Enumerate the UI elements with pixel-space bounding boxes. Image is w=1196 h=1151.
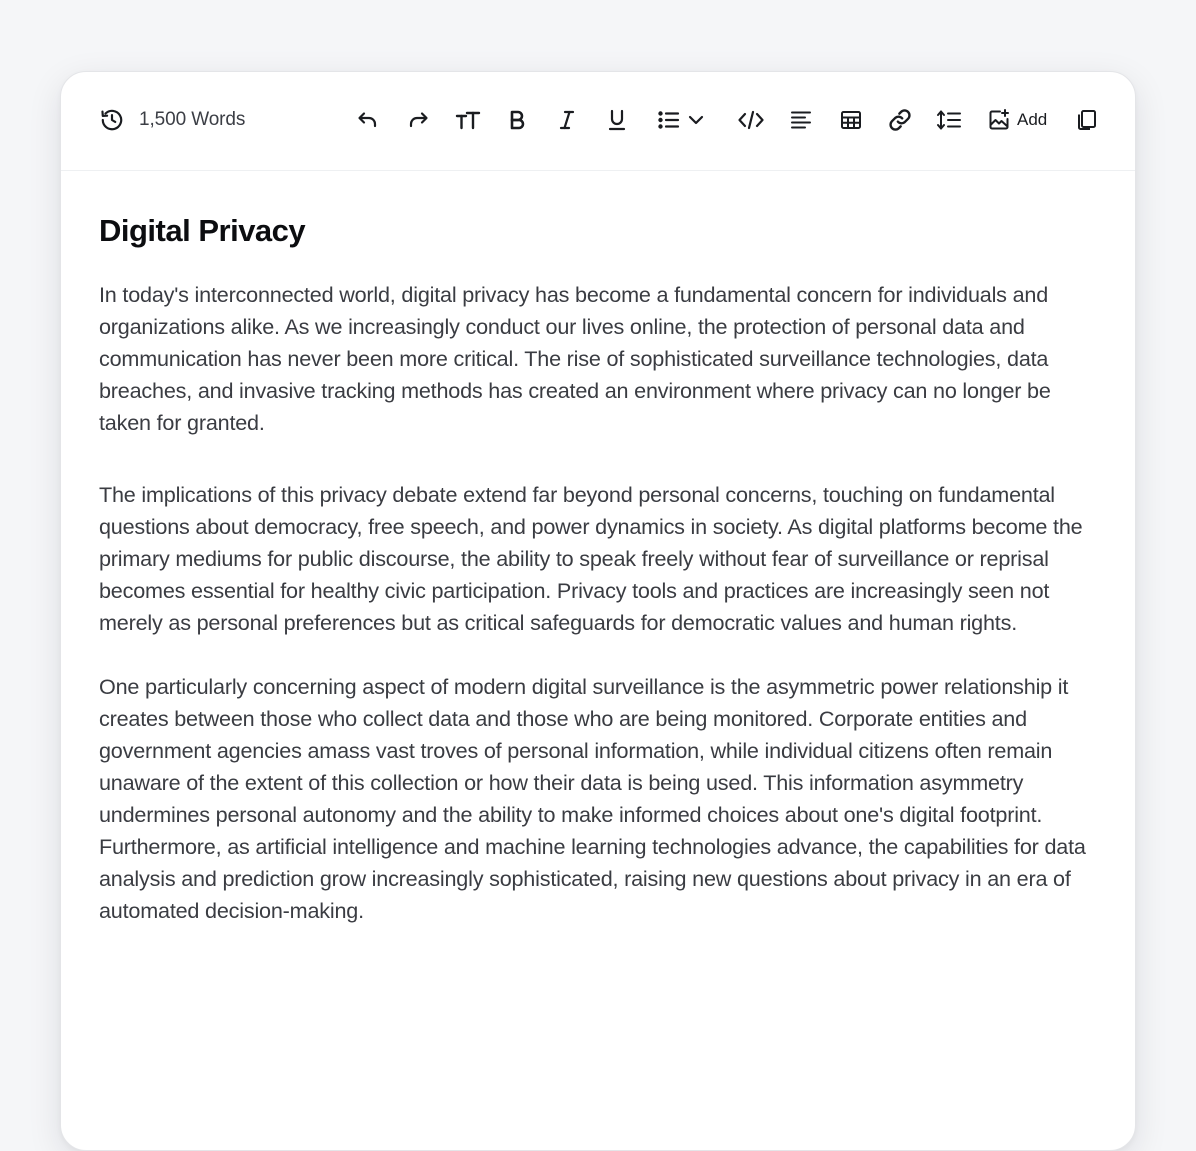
align-left-button[interactable]	[787, 106, 815, 134]
bullet-list-dropdown[interactable]	[655, 106, 707, 134]
word-count[interactable]	[99, 107, 245, 133]
bold-icon	[507, 108, 527, 132]
chevron-down-icon	[687, 111, 705, 129]
undo-icon	[356, 108, 380, 132]
italic-button[interactable]	[553, 106, 581, 134]
add-image-label: Add	[1017, 110, 1048, 129]
code-button[interactable]	[736, 106, 766, 134]
document-content[interactable]	[99, 212, 1099, 927]
text-size-button[interactable]	[453, 106, 483, 134]
word-count-label: 1,500 Words	[139, 109, 246, 130]
redo-button[interactable]	[404, 106, 432, 134]
code-icon	[737, 108, 765, 132]
align-left-icon	[789, 108, 813, 132]
paragraph-2: The implications of this privacy debate extend far beyond personal concerns, touching on fundamental questions about democracy, free speech, and power dynamics in society. As digital platforms become the primary mediums for public discourse, the ability to speak freely without fear of surveillance or reprisal becomes essential for healthy civic participation. Privacy tools and practices are increasingly seen not merely as personal preferences but as critical safeguards for democratic values and human rights.	[99, 482, 1083, 636]
document-title: Digital Privacy	[99, 213, 306, 248]
bullet-list-icon	[657, 108, 681, 132]
editor-card	[60, 71, 1136, 1151]
copy-button[interactable]	[1072, 106, 1100, 134]
paragraph-3: One particularly concerning aspect of modern digital surveillance is the asymmetric power relationship it creates between those who collect data and those who are being monitored. Corporate entities and government agencies amass vast troves of personal information, while individual citizens often remain unaware of the extent of this collection or how their data is being used. This information asymmetry undermines personal autonomy and the ability to make informed choices about one's digital footprint. Furthermore, as artificial intelligence and machine learning technologies advance, the capabilities for data analysis and prediction grow increasingly sophisticated, raising new questions about privacy in an era of automated decision-making.	[99, 674, 1086, 924]
bold-button[interactable]	[503, 106, 531, 134]
paragraph-1: In today's interconnected world, digital privacy has become a fundamental concern for individuals and organizations alike. As we increasingly conduct our lives online, the protection of personal data and communication has never been more critical. The rise of sophisticated surveillance technologies, data breaches, and invasive tracking methods has created an environment where privacy can no longer be taken for granted.	[99, 282, 1051, 436]
link-button[interactable]	[886, 106, 914, 134]
history-icon[interactable]	[99, 107, 125, 133]
table-button[interactable]	[837, 106, 865, 134]
editor-toolbar	[61, 72, 1135, 171]
redo-icon	[406, 108, 430, 132]
italic-icon	[557, 108, 577, 132]
underline-button[interactable]	[603, 106, 631, 134]
table-icon	[839, 108, 863, 132]
add-image-icon	[987, 108, 1011, 132]
line-spacing-icon	[936, 108, 962, 132]
add-image-button[interactable]	[987, 106, 1049, 134]
copy-icon	[1074, 108, 1098, 132]
text-size-icon	[455, 108, 481, 132]
underline-icon	[607, 108, 627, 132]
link-icon	[887, 107, 913, 133]
undo-button[interactable]	[354, 106, 382, 134]
line-spacing-button[interactable]	[935, 106, 963, 134]
